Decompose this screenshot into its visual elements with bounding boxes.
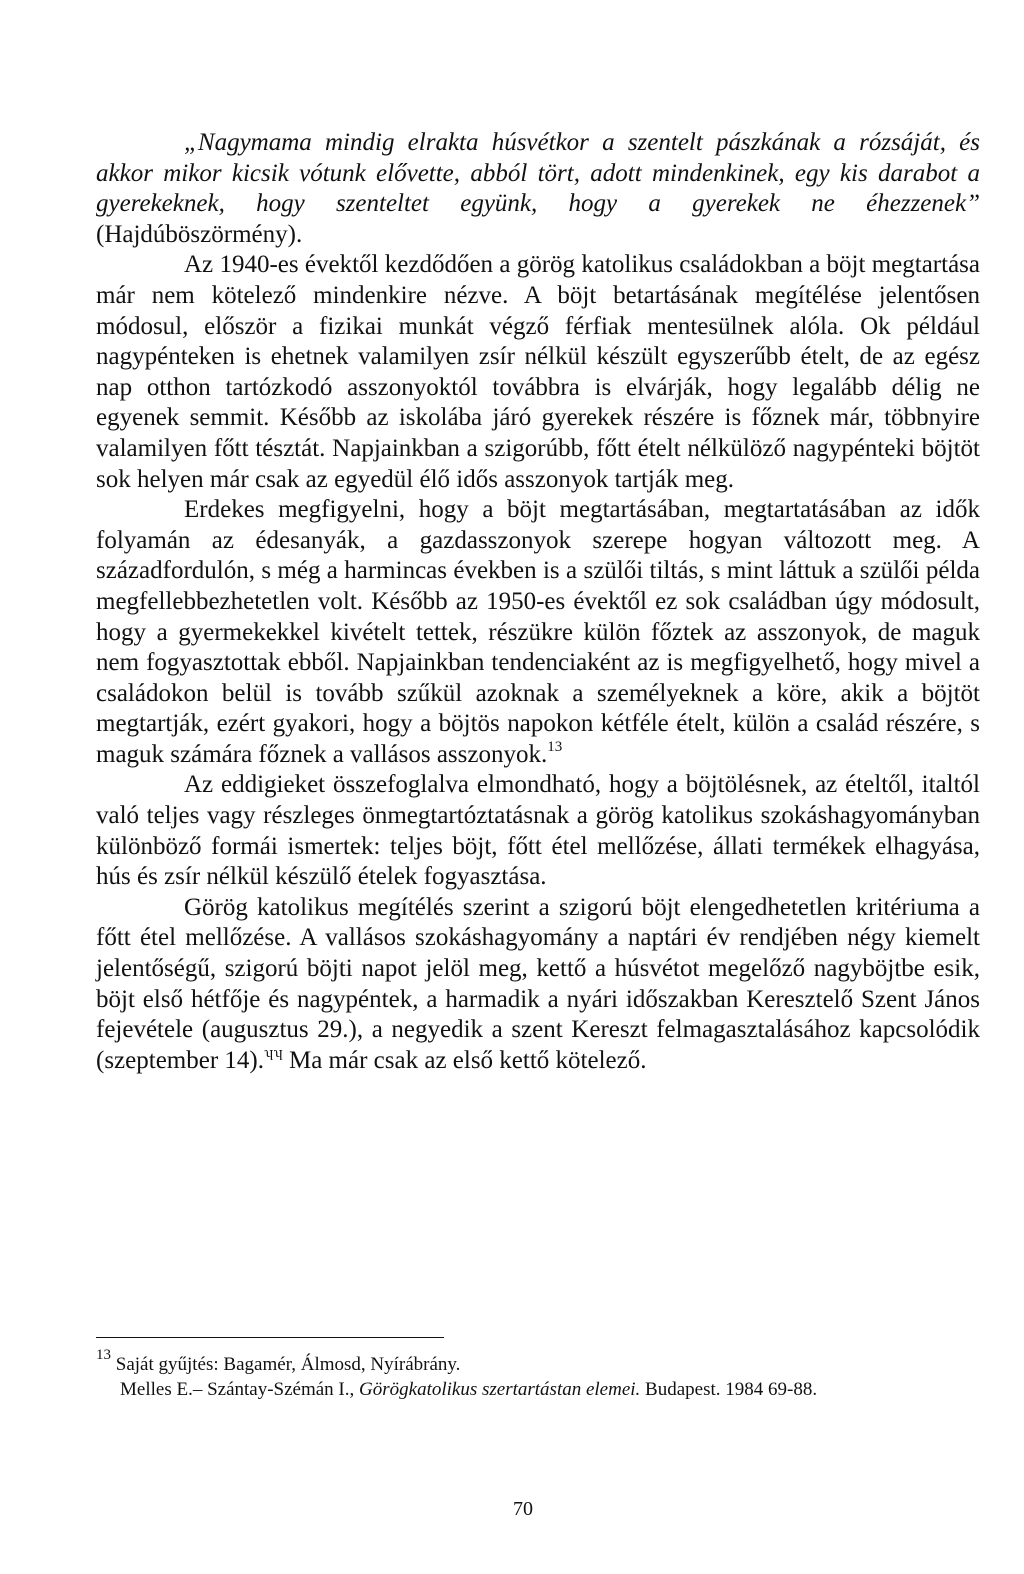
footnotes — [96, 1347, 966, 1402]
quote-source: (Hajdúböszörmény). — [96, 220, 303, 248]
footnote-14-authors: Melles E.– Szántay-Szémán I., — [120, 1379, 360, 1400]
footnote-divider — [96, 1337, 444, 1338]
body-text — [96, 128, 980, 1076]
footnote-13-number: 13 — [96, 1347, 111, 1363]
footnote-ref-13: 13 — [547, 738, 563, 755]
footnote-14-rest: Budapest. 1984 69-88. — [640, 1379, 818, 1400]
paragraph-quote — [96, 128, 980, 250]
paragraph-fasting-1940s: Az 1940-es évektől kezdődően a görög katolikus családokban a böjt megtartása már nem kötelező mindenkire nézve. A böjt betartásának megítélése jelentősen módosul, először a fizikai munkát végző férfiak mentesülnek alóla. Ok például nagypénteken is ehetnek valamilyen zsír nélkül készült egyszerűbb ételt, de az egész nap otthon tartózkodó asszonyoktól továbbra is elvárják, hogy legalább délig ne egyenek semmit. Később az iskolába járó gyerekek részére is főznek már, többnyire valamilyen főtt tésztát. Napjainkban a szigorúbb, főtt ételt nélkülöző nagypénteki böjtöt sok helyen már csak az egyedül élő idős asszonyok tartják meg. — [96, 251, 980, 493]
quote-text: „Nagymama mindig elrakta húsvétkor a szentelt pászkának a rózsáját, és akkor mikor kicsik vótunk elővette, abból tört, adott mindenkinek, egy kis darabot a gyerekeknek, hogy szenteltet együnk, hogy a gyerekek ne éhezzenek” — [96, 129, 980, 218]
paragraph-fasting-days-text: Görög katolikus megítélés szerint a szigorú böjt elengedhetetlen kritériuma a főtt étel mellőzése. A vallásos szokáshagyomány a naptári év rendjében négy kiemelt jelentőségű, szigorú böjti napot jelöl meg, kettő a húsvétot megelőző nagyböjtbe esik, böjt első hétfője és nagypéntek, a harmadik a nyári időszakban Keresztelő Szent János fejevétele (augusztus 29.), a negyedik a szent Kereszt felmagasztalásához kapcsolódik (szeptember 14). — [96, 893, 980, 1074]
paragraph-fasting-days-tail: Ma már csak az első kettő kötelező. — [282, 1046, 647, 1074]
paragraph-mothers-role — [96, 495, 980, 770]
paragraph-mothers-role-text: Erdekes megfigyelni, hogy a böjt megtartásában, megtartatásában az idők folyamán az édesanyák, a gazdasszonyok szerepe hogyan változott meg. A századfordulón, s még a harmincas években is a szülői tiltás, s mint láttuk a szülői példa megfellebbezhetetlen volt. Később az 1950-es évektől ez sok családban úgy módosult, hogy a gyermekekkel kivételt tettek, részükre külön főztek az asszonyok, de maguk nem fogyasztottak ebből. Napjainkban tendenciaként az is megfigyelhető, hogy mivel a családokon belül is tovább szűkül azoknak a személyeknek a köre, akik a böjtöt megtartják, ezért gyakori, hogy a böjtös napokon kétféle ételt, külön a család részére, s maguk számára főznek a vallásos asszonyok. — [96, 496, 980, 768]
footnote-14 — [96, 1377, 966, 1402]
footnote-ref-14: ʮʮ — [263, 1044, 283, 1061]
paragraph-summary: Az eddigieket összefoglalva elmondható, hogy a böjtölésnek, az ételtől, italtól való teljes vagy részleges önmegtartóztatásnak a görög katolikus szokáshagyományban különböző formái ismertek: teljes böjt, főtt étel mellőzése, állati termékek elhagyása, hús és zsír nélkül készülő ételek fogyasztása. — [96, 771, 980, 891]
footnote-13 — [96, 1347, 966, 1377]
page-number: 70 — [513, 1498, 533, 1520]
footnote-14-title: Görögkatolikus szertartástan elemei. — [359, 1379, 641, 1400]
footnote-13-text: Saját gyűjtés: Bagamér, Álmosd, Nyírábrány. — [111, 1354, 461, 1375]
paragraph-fasting-days — [96, 893, 980, 1077]
